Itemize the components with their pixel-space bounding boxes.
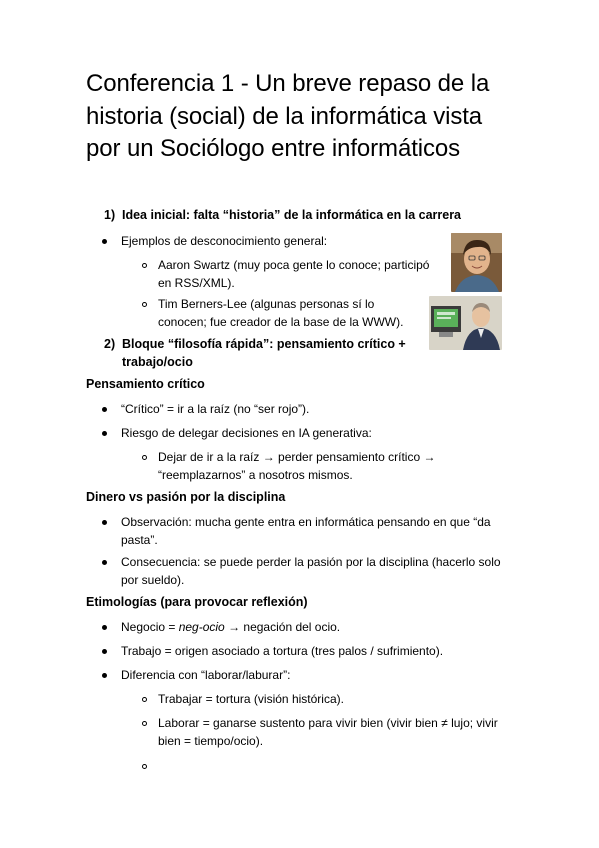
sub-list-item bbox=[158, 295, 418, 331]
list-item-text: Diferencia con “laborar/laburar”: bbox=[121, 668, 291, 682]
section-heading: Pensamiento crítico bbox=[86, 377, 205, 391]
bullet-icon bbox=[102, 431, 107, 436]
emphasized-term: neg-ocio bbox=[178, 620, 225, 634]
list-item-text: Trabajo = origen asociado a tortura (tres palos / sufrimiento). bbox=[121, 644, 444, 658]
section-heading: Etimologías (para provocar reflexión) bbox=[86, 595, 308, 609]
document-title: Conferencia 1 - Un breve repaso de la historia (social) de la informática vista por un Sociólogo entre informáticos bbox=[86, 70, 490, 162]
circle-bullet-icon bbox=[142, 263, 147, 268]
circle-bullet-icon bbox=[142, 764, 147, 769]
list-item-text: Ejemplos de desconocimiento general: bbox=[121, 234, 328, 248]
section-2-heading bbox=[104, 335, 414, 371]
list-item-text: Consecuencia: se puede perder la pasión por la disciplina (hacerlo solo por sueldo). bbox=[121, 555, 501, 587]
sub-list-item-text: Tim Berners-Lee (algunas personas sí lo conocen; fue creador de la base de la WWW). bbox=[158, 297, 404, 329]
list-item bbox=[121, 666, 501, 684]
list-item bbox=[121, 424, 501, 442]
section-2-title: Bloque “filosofía rápida”: pensamiento crítico + trabajo/ocio bbox=[122, 337, 406, 369]
list-item bbox=[121, 618, 501, 636]
sub-list-item bbox=[158, 690, 498, 708]
bullet-icon bbox=[102, 407, 107, 412]
bullet-icon bbox=[102, 673, 107, 678]
tim-berners-lee-photo bbox=[429, 296, 502, 350]
list-item-text: “Crítico” = ir a la raíz (no “ser rojo”). bbox=[121, 402, 310, 416]
bullet-icon bbox=[102, 239, 107, 244]
circle-bullet-icon bbox=[142, 721, 147, 726]
bullet-icon bbox=[102, 520, 107, 525]
sub-list-item-text: Dejar de ir a la raíz → perder pensamiento crítico → “reemplazarnos” a nosotros mismos. bbox=[158, 450, 436, 482]
list-item bbox=[121, 513, 511, 549]
list-item bbox=[121, 232, 441, 250]
list-item-text: Observación: mucha gente entra en informática pensando en que “da pasta”. bbox=[121, 515, 491, 547]
list-item-text: → negación del ocio. bbox=[224, 620, 341, 634]
sub-list-item bbox=[158, 714, 508, 750]
sub-list-item-text: Laborar = ganarse sustento para vivir bien (vivir bien ≠ lujo; vivir bien = tiempo/ocio). bbox=[158, 716, 498, 748]
bullet-icon bbox=[102, 560, 107, 565]
sub-list-item-text: Trabajar = tortura (visión histórica). bbox=[158, 692, 344, 706]
list-item bbox=[121, 553, 513, 589]
circle-bullet-icon bbox=[142, 455, 147, 460]
bullet-icon bbox=[102, 649, 107, 654]
circle-bullet-icon bbox=[142, 302, 147, 307]
bullet-icon bbox=[102, 625, 107, 630]
sub-list-item bbox=[158, 448, 468, 484]
section-1-heading bbox=[104, 206, 464, 224]
sub-list-item-text: Aaron Swartz (muy poca gente lo conoce; participó en RSS/XML). bbox=[158, 258, 430, 290]
list-item-text: Negocio = bbox=[121, 620, 179, 634]
circle-bullet-icon bbox=[142, 697, 147, 702]
section-heading: Dinero vs pasión por la disciplina bbox=[86, 490, 286, 504]
aaron-swartz-photo bbox=[451, 233, 502, 292]
list-item bbox=[121, 642, 501, 660]
section-2-number: 2) bbox=[104, 337, 116, 351]
list-item bbox=[121, 400, 501, 418]
list-item-text: Riesgo de delegar decisiones en IA generativa: bbox=[121, 426, 372, 440]
section-1-title: Idea inicial: falta “historia” de la informática en la carrera bbox=[122, 208, 462, 222]
sub-list-item bbox=[158, 256, 438, 292]
section-1-number: 1) bbox=[104, 208, 116, 222]
